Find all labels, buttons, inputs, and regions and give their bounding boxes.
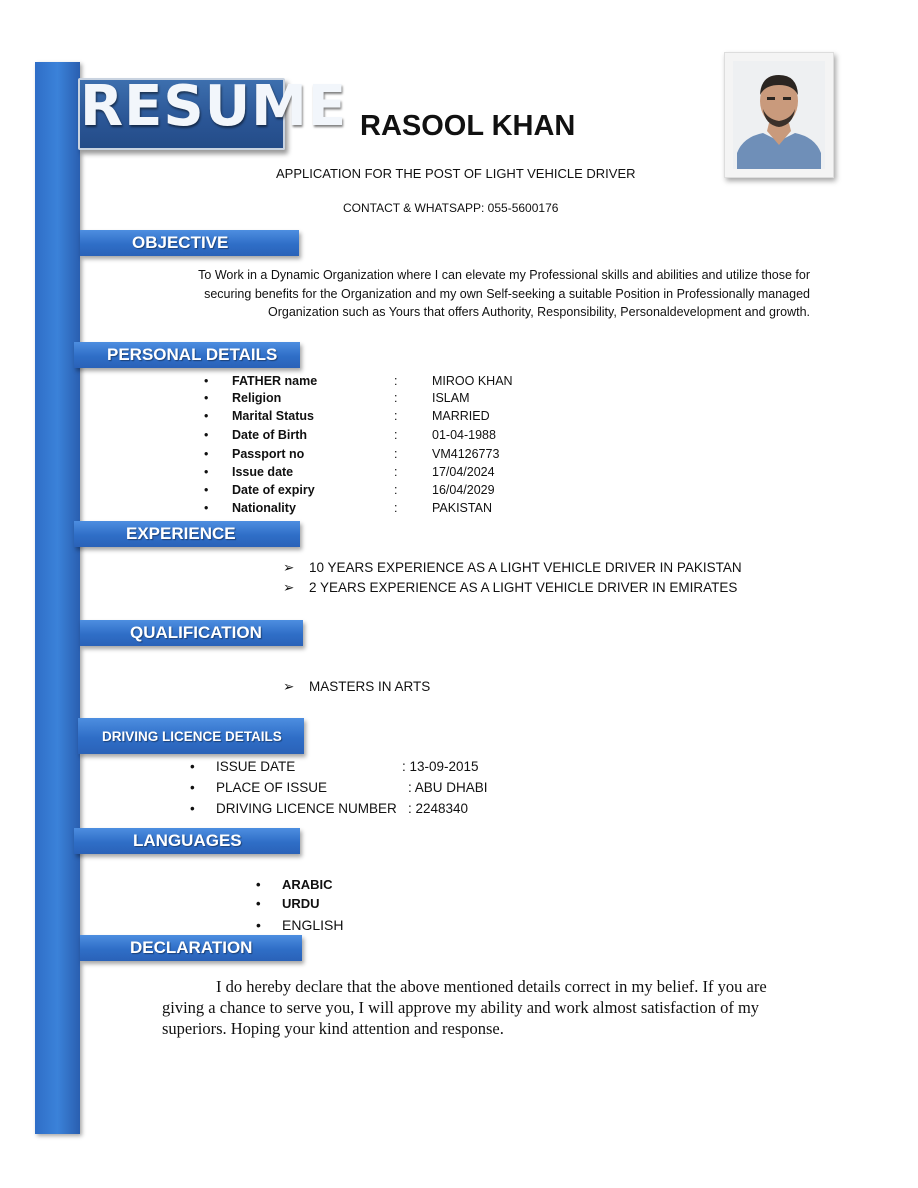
arrow-bullet-icon: ➢ (283, 679, 295, 694)
qualification-item: ➢ MASTERS IN ARTS (283, 679, 431, 694)
licence-row: • PLACE OF ISSUE : ABU DHABI (190, 780, 488, 795)
experience-heading (74, 521, 300, 547)
contact-info: CONTACT & WHATSAPP: 055-5600176 (343, 201, 559, 215)
resume-banner-text: RESUME (80, 74, 348, 139)
driving-licence-heading-text: DRIVING LICENCE DETAILS (102, 728, 282, 744)
arrow-bullet-icon: ➢ (283, 560, 295, 575)
declaration-heading-text: DECLARATION (130, 938, 253, 957)
driving-licence-heading (78, 718, 304, 754)
personal-details-heading (74, 342, 300, 368)
personal-detail-row: • FATHER name : MIROO KHAN (204, 374, 513, 388)
candidate-name: RASOOL KHAN (360, 110, 576, 142)
objective-line: securing benefits for the Organization and my own Self-seeking a suitable Position in Professionally managed (204, 286, 810, 301)
experience-item: ➢ 2 YEARS EXPERIENCE AS A LIGHT VEHICLE DRIVER IN EMIRATES (283, 580, 738, 595)
portrait-image (733, 61, 825, 169)
objective-text (140, 266, 810, 322)
language-item: • URDU (256, 896, 320, 911)
arrow-bullet-icon: ➢ (283, 580, 295, 595)
personal-detail-row: • Religion : ISLAM (204, 391, 470, 405)
objective-line: To Work in a Dynamic Organization where I can elevate my Professional skills and abilities and utilize those for (198, 268, 810, 282)
declaration-heading (80, 935, 302, 961)
language-item: • ARABIC (256, 877, 333, 892)
resume-banner (78, 74, 348, 150)
application-title: APPLICATION FOR THE POST OF LIGHT VEHICLE DRIVER (276, 166, 636, 181)
experience-item: ➢ 10 YEARS EXPERIENCE AS A LIGHT VEHICLE DRIVER IN PAKISTAN (283, 560, 742, 575)
qualification-heading (80, 620, 303, 646)
personal-detail-row: • Nationality : PAKISTAN (204, 501, 492, 515)
licence-row: • DRIVING LICENCE NUMBER : 2248340 (190, 801, 469, 816)
languages-heading-text: LANGUAGES (133, 831, 242, 850)
personal-detail-row: • Passport no : VM4126773 (204, 447, 500, 461)
objective-heading (80, 230, 299, 256)
sidebar-bar (35, 62, 80, 1134)
languages-heading (74, 828, 300, 854)
personal-details-heading-text: PERSONAL DETAILS (107, 345, 278, 364)
experience-heading-text: EXPERIENCE (126, 524, 236, 543)
qualification-heading-text: QUALIFICATION (130, 623, 262, 642)
language-item: • ENGLISH (256, 917, 344, 933)
personal-detail-row: • Date of expiry : 16/04/2029 (204, 483, 495, 497)
personal-detail-row: • Marital Status : MARRIED (204, 409, 490, 423)
objective-line: Organization such as Yours that offers Authority, Responsibility, Personaldevelopment and growth. (268, 305, 810, 319)
licence-row: • ISSUE DATE : 13-09-2015 (190, 759, 479, 774)
personal-detail-row: • Date of Birth : 01-04-1988 (204, 428, 496, 442)
objective-heading-text: OBJECTIVE (132, 233, 229, 252)
declaration-text: I do hereby declare that the above mentioned details correct in my belief. If you are giving a chance to serve you, I will approve my ability and work almost satisfaction of my superiors. Hoping your kind attention and response. (162, 977, 767, 1038)
profile-photo (724, 52, 834, 178)
personal-detail-row: • Issue date : 17/04/2024 (204, 465, 495, 479)
